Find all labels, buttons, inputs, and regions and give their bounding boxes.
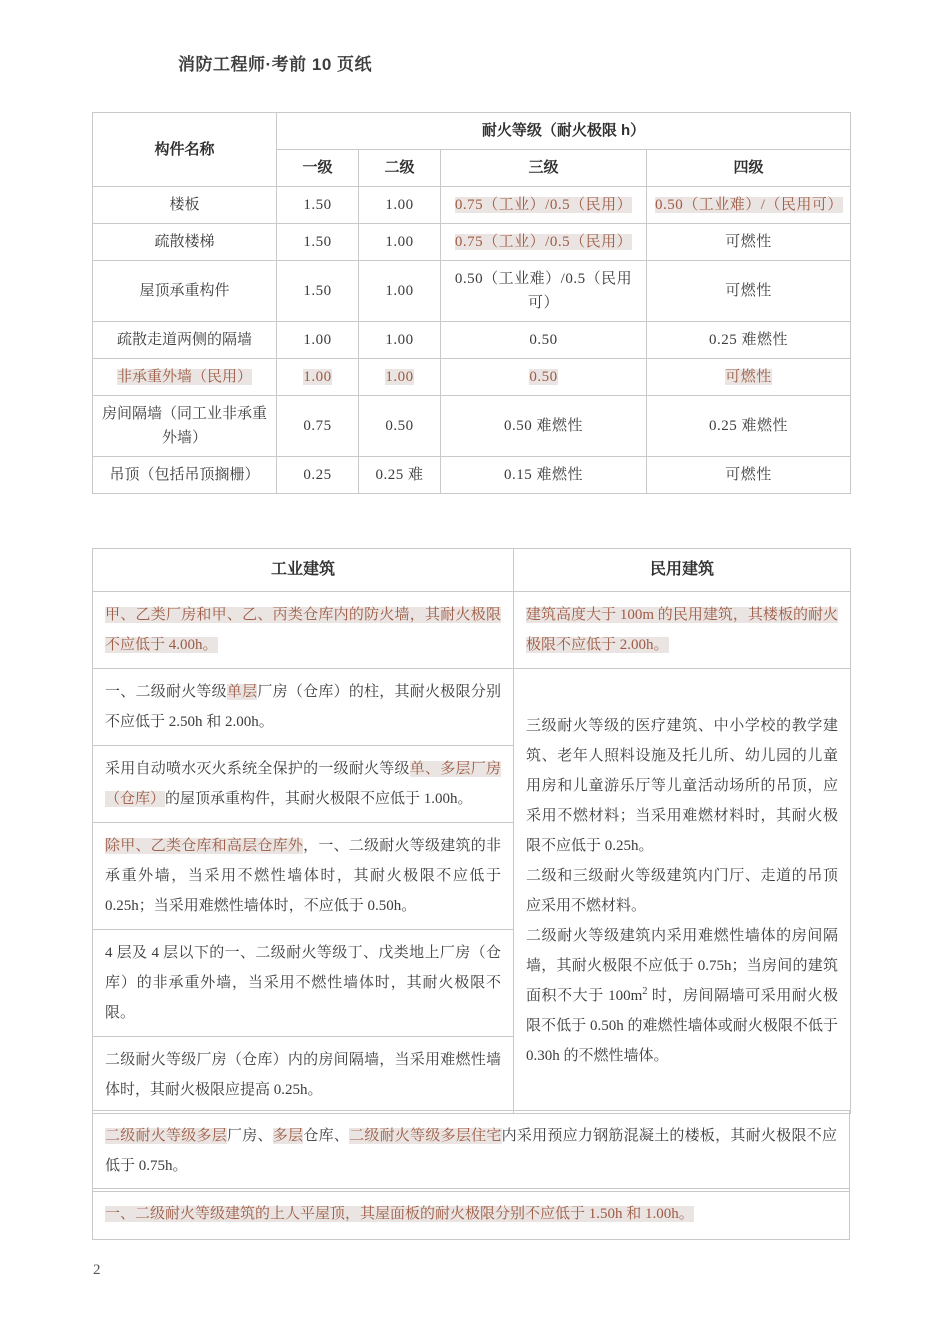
grade-1-value-cell [277, 322, 359, 359]
table-row [93, 322, 851, 359]
note-prestressed-3: 仓库、 [303, 1128, 350, 1144]
note-prestressed-slab [92, 1110, 850, 1192]
grade-4-value-cell [647, 396, 851, 457]
component-name-cell [93, 396, 277, 457]
grade-2-value-cell [359, 224, 441, 261]
header-title-sub: 考前 10 页纸 [271, 55, 373, 74]
header-separator: · [265, 55, 272, 74]
grade-value-text: 0.50 [529, 369, 558, 385]
header-industrial-building: 工业建筑 [93, 549, 514, 592]
civil-rule-cell [514, 591, 851, 668]
grade-value-text: 1.00 [303, 332, 332, 348]
grade-2-value-cell [359, 396, 441, 457]
grade-value-text: 1.00 [385, 369, 414, 385]
component-name-text: 楼板 [169, 197, 200, 213]
grade-4-value-cell [647, 359, 851, 396]
component-name-text: 疏散走道两侧的隔墙 [116, 332, 252, 348]
industrial-rule-cell [93, 929, 514, 1036]
header-grade-3: 三级 [441, 150, 647, 187]
grade-value-text: 1.50 [303, 283, 332, 299]
component-name-text: 吊顶（包括吊顶搁栅） [109, 467, 260, 483]
industrial-rule-cell [93, 745, 514, 822]
grade-value-text: 可燃性 [725, 283, 772, 299]
grade-value-text: 0.25 难燃性 [709, 332, 789, 348]
industrial-civil-table [92, 548, 851, 1114]
industrial-rule-cell [93, 1036, 514, 1113]
component-name-cell [93, 322, 277, 359]
fire-resistance-table [92, 112, 851, 494]
grade-3-value-cell [441, 187, 647, 224]
grade-value-text: 0.75 [303, 418, 332, 434]
industrial-rule-3-1: ，一、二级耐火等级建筑的非承重外墙，当采用不燃性墙体时，其耐火极限不应低于 0.25h；当采用难燃性墙体时，不应低于 0.50h。 [105, 837, 501, 914]
industrial-rule-2-2: 的屋顶承重构件，其耐火极限不应低于 1.00h。 [165, 790, 473, 807]
header-grade-1: 一级 [277, 150, 359, 187]
civil-rule-paragraph: 二级和三级耐火等级建筑内门厅、走道的吊顶应采用不燃材料。 [526, 867, 838, 914]
civil-rule-0-0: 建筑高度大于 100m 的民用建筑，其楼板的耐火极限不应低于 2.00h。 [526, 606, 838, 653]
buildings-header-row [93, 549, 851, 592]
grade-value-text: 0.25 [303, 467, 332, 483]
note-prestressed-1: 厂房、 [227, 1128, 273, 1144]
industrial-rule-cell [93, 822, 514, 929]
grade-value-text: 0.75（工业）/0.5（民用） [454, 197, 633, 213]
component-name-text: 房间隔墙（同工业非承重外墙） [101, 406, 267, 446]
grade-value-text: 1.00 [385, 234, 414, 250]
note-roofslab-0: 一、二级耐火等级建筑的上人平屋顶，其屋面板的耐火极限分别不应低于 1.50h 和 1.00h。 [105, 1206, 694, 1222]
grade-3-value-cell [441, 396, 647, 457]
component-name-text: 非承重外墙（民用） [116, 369, 252, 385]
industrial-rule-1-2: 厂房（仓库）的柱，其耐火极限分别不应低于 2.50h 和 2.00h。 [105, 683, 501, 730]
square-superscript: 2 [642, 985, 648, 997]
grade-4-value-cell [647, 187, 851, 224]
grade-3-value-cell [441, 261, 647, 322]
grade-1-value-cell [277, 261, 359, 322]
grade-4-value-cell [647, 224, 851, 261]
component-name-cell [93, 261, 277, 322]
grade-value-text: 0.75（工业）/0.5（民用） [454, 234, 633, 250]
grade-value-text: 1.00 [385, 283, 414, 299]
header-fire-grade-group: 耐火等级（耐火极限 h） [277, 113, 851, 150]
grade-value-text: 可燃性 [725, 467, 772, 483]
civil-rule-paragraph: 三级耐火等级的医疗建筑、中小学校的教学建筑、老年人照料设施及托儿所、幼儿园的儿童用房和儿童游乐厅等儿童活动场所的吊顶，应采用不燃材料；当采用难燃材料时，其耐火极限不应低于 0.25h。 [526, 717, 838, 854]
component-name-text: 疏散楼梯 [154, 234, 215, 250]
component-name-cell [93, 224, 277, 261]
grade-value-text: 0.50（工业难）/0.5（民用可） [454, 271, 633, 311]
grade-value-text: 0.50（工业难）/（民用可） [655, 197, 843, 213]
grade-value-text: 1.00 [303, 369, 332, 385]
component-name-text: 屋顶承重构件 [139, 283, 230, 299]
grade-value-text: 0.50 难燃性 [503, 418, 583, 434]
grade-4-value-cell [647, 261, 851, 322]
industrial-rule-1-1: 单层 [226, 683, 258, 700]
grade-value-text: 1.50 [303, 197, 332, 213]
grade-value-text: 0.25 难燃性 [709, 418, 789, 434]
civil-rule-cell [514, 668, 851, 1113]
grade-2-value-cell [359, 322, 441, 359]
grade-4-value-cell [647, 322, 851, 359]
header-component-name: 构件名称 [93, 113, 277, 187]
grade-2-value-cell [359, 457, 441, 494]
note-roof-slab [92, 1188, 850, 1240]
note-prestressed-5: 内采用预应力钢筋混凝土的楼板，其耐火极限不应低于 0.75h。 [105, 1128, 837, 1174]
industrial-rule-cell [93, 591, 514, 668]
civil-rule-paragraph: 二级耐火等级建筑内采用难燃性墙体的房间隔墙，其耐火极限不应低于 0.75h；当房间的建筑面积不大于 $100m^2$ 时，房间隔墙可采用耐火极限不低于 0.50h 的难燃性墙体或耐火极限不低于 0.30h 的不燃性墙体。 [526, 927, 838, 1064]
grade-2-value-cell [359, 261, 441, 322]
grade-value-text: 0.50 [529, 332, 558, 348]
industrial-rule-cell [93, 668, 514, 745]
grade-value-text: 0.25 难 [375, 467, 424, 483]
industrial-rule-2-1: 单、多层厂房（仓库） [105, 760, 501, 807]
component-name-cell [93, 457, 277, 494]
note-prestressed-2: 多层 [272, 1128, 304, 1144]
grade-1-value-cell [277, 359, 359, 396]
table-row [93, 224, 851, 261]
grade-value-text: 1.00 [385, 197, 414, 213]
table-row [93, 261, 851, 322]
grade-value-text: 1.00 [385, 332, 414, 348]
grade-3-value-cell [441, 224, 647, 261]
header-grade-2: 二级 [359, 150, 441, 187]
header-grade-4: 四级 [647, 150, 851, 187]
page-number: 2 [93, 1262, 101, 1278]
component-name-cell [93, 187, 277, 224]
table-row [93, 396, 851, 457]
grade-value-text: 可燃性 [725, 234, 772, 250]
industrial-rule-4-0: 4 层及 4 层以下的一、二级耐火等级丁、戊类地上厂房（仓库）的非承重外墙，当采用不燃性墙体时，其耐火极限不限。 [105, 944, 501, 1021]
grade-1-value-cell [277, 396, 359, 457]
table-row [93, 359, 851, 396]
table-row [93, 457, 851, 494]
header-title-main: 消防工程师 [178, 55, 266, 74]
document-header [178, 50, 372, 75]
buildings-row [93, 591, 851, 668]
buildings-row [93, 668, 851, 745]
table-header-row [93, 113, 851, 150]
industrial-rule-5-0: 二级耐火等级厂房（仓库）内的房间隔墙，当采用难燃性墙体时，其耐火极限应提高 0.25h。 [105, 1051, 501, 1098]
grade-3-value-cell [441, 359, 647, 396]
grade-value-text: 可燃性 [725, 369, 772, 385]
grade-1-value-cell [277, 457, 359, 494]
industrial-rule-0-0: 甲、乙类厂房和甲、乙、丙类仓库内的防火墙，其耐火极限不应低于 4.00h。 [105, 606, 501, 653]
grade-2-value-cell [359, 359, 441, 396]
grade-1-value-cell [277, 224, 359, 261]
grade-3-value-cell [441, 322, 647, 359]
note-prestressed-4: 二级耐火等级多层住宅 [349, 1128, 502, 1144]
note-prestressed-0: 二级耐火等级多层 [105, 1128, 228, 1144]
grade-value-text: 1.50 [303, 234, 332, 250]
industrial-rule-3-0: 除甲、乙类仓库和高层仓库外 [105, 837, 304, 854]
component-name-cell [93, 359, 277, 396]
grade-3-value-cell [441, 457, 647, 494]
grade-value-text: 0.15 难燃性 [503, 467, 583, 483]
header-civil-building: 民用建筑 [514, 549, 851, 592]
industrial-rule-1-0: 一、二级耐火等级 [105, 683, 227, 700]
grade-1-value-cell [277, 187, 359, 224]
table-row [93, 187, 851, 224]
grade-value-text: 0.50 [385, 418, 414, 434]
industrial-rule-2-0: 采用自动喷水灭火系统全保护的一级耐火等级 [105, 760, 410, 777]
grade-4-value-cell [647, 457, 851, 494]
grade-2-value-cell [359, 187, 441, 224]
